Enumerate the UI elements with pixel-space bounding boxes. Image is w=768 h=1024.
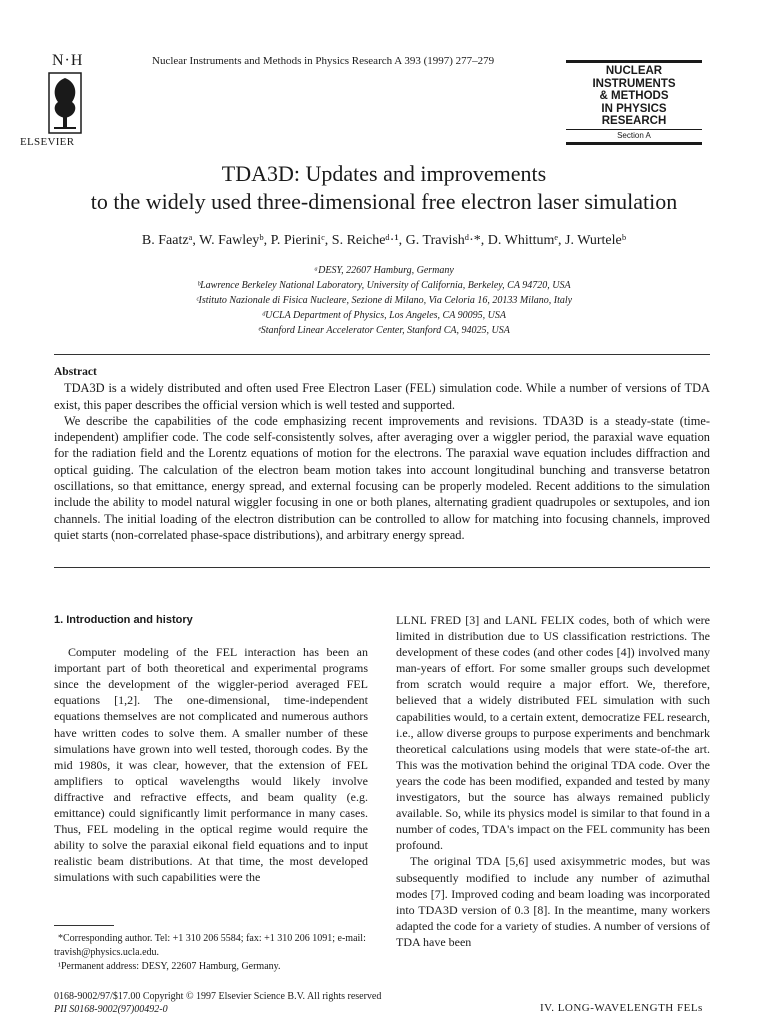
affiliation: ᶜIstituto Nazionale di Fisica Nucleare, Sezione di Milano, Via Celoria 16, 20133 Milano, Italy — [195, 295, 573, 306]
abstract-paragraph: We describe the capabilities of the code emphasizing recent improvements and revisions. TDA3D is a steady-state (time-independent) amplifier code. The code self-consistently solves, after averaging over a wiggler period, the paraxial wave equation for the radiation field and the Lorentz equations of motion for the electrons. The paraxial wave equation includes diffraction and optical guiding. The calculation of the electron beam motion takes into account longitudinal bunching and transverse betatron oscillations, so that emittance, energy spread, and external focusing can be properly modeled. Recent additions to the simulation include the ability to model natural wiggler focusing in one or both planes, alternating gradient quadrupoles or sextupoles, and ion channels. The initial loading of the electron distribution can be controlled to allow for matching into focusing channels, improved quiet starts (non-correlated phase-space distributions), and arbitrary energy spread. — [54, 413, 710, 542]
footnote-permanent-address: ¹Permanent address: DESY, 22607 Hamburg, Germany. — [58, 961, 281, 972]
abstract — [54, 364, 710, 543]
title-line-2: to the widely used three-dimensional free electron laser simulation — [90, 189, 678, 214]
copyright-line: 0168-9002/97/$17.00 Copyright © 1997 Elsevier Science B.V. All rights reserved — [54, 991, 382, 1002]
pii-line: PII S0168-9002(97)00492-0 — [54, 1004, 168, 1015]
affiliation: ᵉStanford Linear Accelerator Center, Stanford CA, 94025, USA — [258, 325, 510, 336]
author-list: B. Faatzᵃ, W. Fawleyᵇ, P. Pieriniᶜ, S. Reicheᵈ·¹, G. Travishᵈ·*, D. Whittumᵉ, J. Wurteleᵇ — [141, 233, 627, 248]
divider — [54, 567, 710, 568]
abstract-paragraph: TDA3D is a widely distributed and often used Free Electron Laser (FEL) simulation code. While a number of versions of TDA exist, this paper describes the official version which is well tested and supported. — [54, 381, 710, 412]
masthead-section: Section A — [566, 129, 702, 140]
publisher-logo-text: N·H — [52, 52, 84, 69]
journal-reference: Nuclear Instruments and Methods in Physics Research A 393 (1997) 277–279 — [152, 55, 495, 67]
abstract-heading: Abstract — [54, 366, 97, 378]
masthead-line: NUCLEAR — [605, 65, 663, 77]
affiliation: ᵇLawrence Berkeley National Laboratory, University of California, Berkeley, CA 94720, USA — [197, 280, 571, 291]
footnote-corresponding-author: *Corresponding author. Tel: +1 310 206 5584; fax: +1 310 206 1091; e-mail: travish@physics.ucla.edu. — [54, 933, 366, 958]
masthead-line: RESEARCH — [601, 115, 667, 127]
section-heading: 1. Introduction and history — [54, 614, 193, 626]
left-column — [54, 612, 368, 886]
footnotes — [54, 932, 368, 974]
footnote-divider — [54, 925, 114, 926]
body-paragraph: Computer modeling of the FEL interaction has been an important part of both theoretical and experimental programs since the development of the wiggler-period averaged FEL equations [1,2]. The one-dimensional, time-independent equations themselves are not complicated and numerous authors have written codes to solve them. A smaller number of these simulations have grown into well tested, thorough codes. By the mid 1980s, it was clear, however, that the extension of FEL amplifiers to optical wavelengths would likely involve diffractive and refractive effects, and beam quality (e.g. emittance) could significantly limit performance in many cases. Thus, FEL modeling in the optical regime would require the ability to solve the paraxial eikonal field equations and to input realistic beam distributions. At that time, the most developed simulations with such capabilities were the — [54, 645, 368, 885]
publisher-name: ELSEVIER — [20, 136, 75, 148]
affiliation: ᵃDESY, 22607 Hamburg, Germany — [314, 265, 454, 276]
elsevier-tree-logo-icon — [48, 72, 82, 134]
masthead-line: INSTRUMENTS — [592, 77, 676, 90]
masthead-line: & METHODS — [599, 90, 669, 102]
divider — [54, 354, 710, 355]
title-line-1: TDA3D: Updates and improvements — [221, 161, 547, 186]
masthead-line: IN PHYSICS — [601, 102, 667, 115]
copyright-block — [54, 990, 381, 1016]
affiliations — [20, 263, 748, 338]
journal-masthead — [566, 60, 702, 145]
paper-title — [20, 160, 748, 216]
body-paragraph: LLNL FRED [3] and LANL FELIX codes, both of which were limited in distribution due to US classification restrictions. The development of these codes (and other codes [4]) involved many man-years of effort. For some smaller groups such developmet from scratch would require a major effort. We, therefore, believed that a widely distributed FEL simulation with such capabilities would, to a certain extent, democratize FEL research, i.e., allow diverse groups to purpose experiments and benchmark theoretical calculations using models that were state-of-the art. This was the motivation behind the original TDA code. Over the years the code has been modified, expanded and tested by many investigators, but the source has always remained publicly available. So, while its physics model is similar to that found in a number of codes, TDA's impact on the FEL community has been profound. — [396, 613, 710, 853]
right-column — [396, 612, 710, 950]
section-tag: IV. LONG-WAVELENGTH FELs — [540, 1002, 703, 1014]
affiliation: ᵈUCLA Department of Physics, Los Angeles, CA 90095, USA — [262, 310, 506, 321]
body-paragraph: The original TDA [5,6] used axisymmetric modes, but was subsequently modified to include any number of azimuthal modes [7]. Improved coding and beam loading was incorporated into TDA3D version of 0.3 [8]. In the meantime, many workers adapted the code for a variety of studies. A number of versions of TDA have been — [396, 854, 710, 949]
